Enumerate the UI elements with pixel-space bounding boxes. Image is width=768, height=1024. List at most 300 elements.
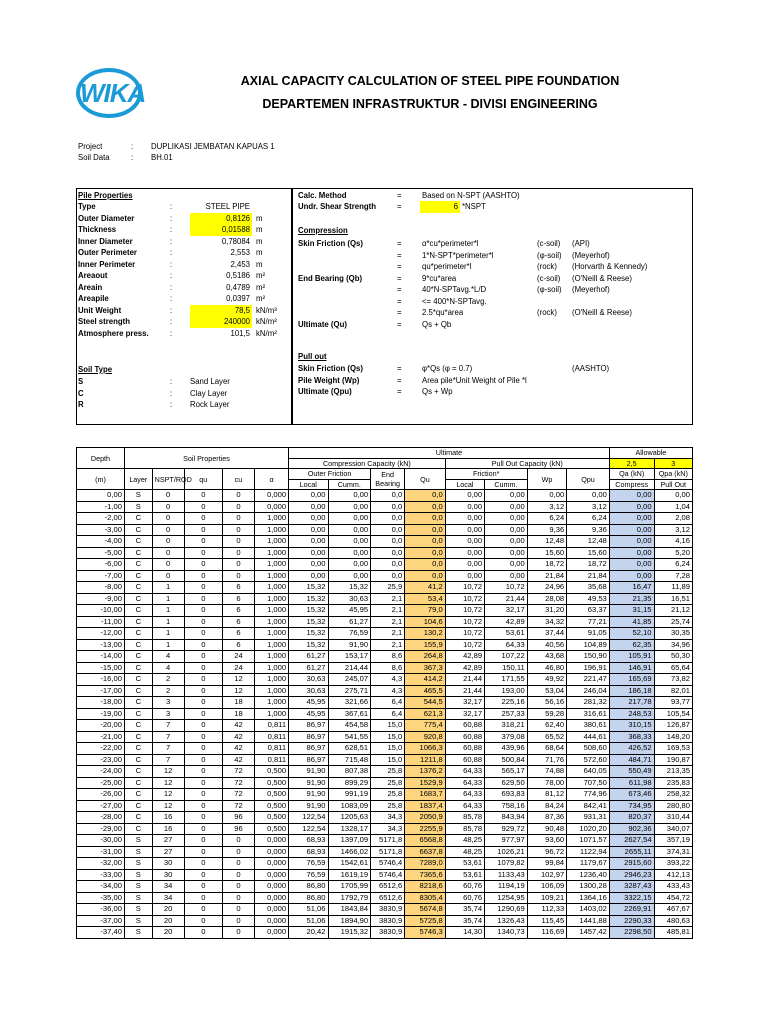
table-cell: 0 xyxy=(184,674,222,686)
table-cell: 0,000 xyxy=(254,892,288,904)
table-cell: 106,09 xyxy=(527,881,566,893)
table-cell: 426,52 xyxy=(609,743,654,755)
table-cell: 20,42 xyxy=(289,927,328,939)
table-cell: 1376,2 xyxy=(405,766,445,778)
table-cell: 1,000 xyxy=(254,593,288,605)
header-allowable: Allowable xyxy=(609,448,692,459)
table-cell: 35,74 xyxy=(445,915,484,927)
pull-formula-label: Ultimate (Qpu) xyxy=(298,387,352,396)
table-cell: 91,90 xyxy=(328,639,371,651)
table-cell: 20 xyxy=(152,904,184,916)
header-qa: Qa (kN) xyxy=(609,469,654,480)
table-cell: S xyxy=(124,490,152,502)
table-cell: 5171,8 xyxy=(371,846,405,858)
table-cell: 9,36 xyxy=(567,524,610,536)
table-cell: -25,00 xyxy=(77,777,125,789)
pile-property-label: Areaout xyxy=(78,271,108,280)
table-cell: 221,47 xyxy=(567,674,610,686)
table-cell: 0,00 xyxy=(328,501,371,513)
table-cell: 715,48 xyxy=(328,754,371,766)
formula-text: 1*N-SPT*perimeter*l xyxy=(422,250,494,260)
table-cell: 0 xyxy=(184,766,222,778)
table-cell: 24,96 xyxy=(527,582,566,594)
table-cell: 65,64 xyxy=(654,662,692,674)
table-cell: 807,38 xyxy=(328,766,371,778)
calc-method-label: Calc. Method xyxy=(298,191,347,200)
header-qu: qu xyxy=(184,469,222,490)
table-cell: 0 xyxy=(222,869,254,881)
header-qpu: Qpu xyxy=(567,469,610,490)
table-cell: 155,9 xyxy=(405,639,445,651)
table-cell: 0,811 xyxy=(254,754,288,766)
table-row xyxy=(77,513,693,525)
shear-strength-value[interactable]: 6 xyxy=(420,201,460,213)
table-cell: 357,19 xyxy=(654,835,692,847)
table-cell: 629,50 xyxy=(485,777,528,789)
table-cell: 693,83 xyxy=(485,789,528,801)
table-cell: 0 xyxy=(184,731,222,743)
table-cell: 86,97 xyxy=(289,731,328,743)
table-cell: 10,72 xyxy=(445,605,484,617)
table-cell: 10,72 xyxy=(485,582,528,594)
pile-property-value[interactable]: 0,8126 xyxy=(190,213,252,225)
table-cell: 2255,9 xyxy=(405,823,445,835)
table-cell: 6 xyxy=(222,605,254,617)
table-cell: 0,00 xyxy=(445,559,484,571)
table-cell: 42,89 xyxy=(445,662,484,674)
table-cell: 72 xyxy=(222,766,254,778)
pile-property-unit: m xyxy=(256,236,263,246)
table-cell: 56,16 xyxy=(527,697,566,709)
table-cell: 2627,54 xyxy=(609,835,654,847)
table-cell: S xyxy=(124,501,152,513)
table-cell: 0 xyxy=(184,501,222,513)
table-cell: S xyxy=(124,892,152,904)
table-cell: 1,000 xyxy=(254,570,288,582)
pile-property-value[interactable]: 78,5 xyxy=(190,305,252,317)
table-cell: 10,72 xyxy=(445,628,484,640)
table-cell: 30 xyxy=(152,869,184,881)
table-cell: 60,88 xyxy=(445,743,484,755)
table-cell: 84,24 xyxy=(527,800,566,812)
table-row xyxy=(77,524,693,536)
table-cell: 64,33 xyxy=(485,639,528,651)
table-cell: 12,48 xyxy=(527,536,566,548)
table-cell: 68,93 xyxy=(289,835,328,847)
table-cell: C xyxy=(124,628,152,640)
table-cell: 153,17 xyxy=(328,651,371,663)
table-cell: 72 xyxy=(222,777,254,789)
table-cell: 0,00 xyxy=(77,490,125,502)
table-cell: 374,31 xyxy=(654,846,692,858)
table-cell: 5746,4 xyxy=(371,869,405,881)
table-cell: 76,59 xyxy=(289,869,328,881)
table-cell: 0,00 xyxy=(654,490,692,502)
table-row xyxy=(77,904,693,916)
table-cell: 24 xyxy=(222,662,254,674)
table-cell: C xyxy=(124,547,152,559)
equals: = xyxy=(397,250,402,260)
pile-property-value: 0,0397 xyxy=(226,294,250,303)
table-cell: 0,00 xyxy=(328,524,371,536)
table-cell: 53,61 xyxy=(445,858,484,870)
colon: : xyxy=(170,388,173,398)
project-value: DUPLIKASI JEMBATAN KAPUAS 1 xyxy=(151,142,275,151)
table-row xyxy=(77,927,693,939)
table-cell: 0,00 xyxy=(445,547,484,559)
table-cell: C xyxy=(124,720,152,732)
table-cell: 0,00 xyxy=(445,513,484,525)
table-cell: 0 xyxy=(222,858,254,870)
table-cell: 0,000 xyxy=(254,869,288,881)
pull-formula-label: Pile Weight (Wp) xyxy=(298,375,360,385)
table-cell: 62,40 xyxy=(527,720,566,732)
table-cell: 16,51 xyxy=(654,593,692,605)
table-cell: 30 xyxy=(152,858,184,870)
table-cell: 1 xyxy=(152,628,184,640)
table-cell: 0 xyxy=(184,605,222,617)
pile-property-label: Outer Diameter xyxy=(78,213,135,223)
table-cell: 0,000 xyxy=(254,881,288,893)
table-cell: 246,04 xyxy=(567,685,610,697)
colon: : xyxy=(170,328,173,338)
table-cell: 0 xyxy=(184,559,222,571)
table-cell: 18 xyxy=(222,708,254,720)
formula-text: 9*cu*area xyxy=(422,273,457,283)
table-cell: 30,35 xyxy=(654,628,692,640)
table-cell: 1194,19 xyxy=(485,881,528,893)
table-cell: 96,72 xyxy=(527,846,566,858)
table-cell: 0 xyxy=(184,881,222,893)
table-cell: 621,3 xyxy=(405,708,445,720)
equals: = xyxy=(397,239,402,248)
table-cell: 86,97 xyxy=(289,754,328,766)
formula-label: End Bearing (Qb) xyxy=(298,273,363,283)
table-cell: 0 xyxy=(184,858,222,870)
table-cell: 53,61 xyxy=(485,628,528,640)
table-cell: 171,55 xyxy=(485,674,528,686)
table-cell: 412,13 xyxy=(654,869,692,881)
table-cell: 0 xyxy=(184,915,222,927)
table-cell: 86,80 xyxy=(289,892,328,904)
table-cell: 10,72 xyxy=(445,582,484,594)
pull-formula-text: Qs + Wp xyxy=(422,387,453,396)
table-cell: C xyxy=(124,616,152,628)
table-cell: 186,18 xyxy=(609,685,654,697)
table-cell: -31,00 xyxy=(77,846,125,858)
table-cell: 107,22 xyxy=(485,651,528,663)
calc-method-value: Based on N-SPT (AASHTO) xyxy=(422,191,520,200)
table-cell: 0,0 xyxy=(405,536,445,548)
table-cell: 2655,11 xyxy=(609,846,654,858)
table-cell: 6 xyxy=(222,582,254,594)
pile-property-value: 2,453 xyxy=(230,259,250,269)
table-cell: 72 xyxy=(222,800,254,812)
table-cell: C xyxy=(124,789,152,801)
table-cell: 96 xyxy=(222,823,254,835)
table-cell: 6,4 xyxy=(371,697,405,709)
formula-reference: (API) xyxy=(572,239,590,248)
table-cell: 37,44 xyxy=(527,628,566,640)
table-cell: 480,63 xyxy=(654,915,692,927)
table-cell: 465,5 xyxy=(405,685,445,697)
table-cell: 74,88 xyxy=(527,766,566,778)
table-cell: 28,08 xyxy=(527,593,566,605)
table-cell: 1205,63 xyxy=(328,812,371,824)
formula-text: α*cu*perimeter*l xyxy=(422,239,479,248)
table-cell: 115,45 xyxy=(527,915,566,927)
table-cell: 1792,79 xyxy=(328,892,371,904)
table-cell: -29,00 xyxy=(77,823,125,835)
table-cell: 707,50 xyxy=(567,777,610,789)
table-cell: 0,00 xyxy=(445,501,484,513)
table-cell: -20,00 xyxy=(77,720,125,732)
table-cell: 1 xyxy=(152,582,184,594)
table-cell: 15,32 xyxy=(289,616,328,628)
table-cell: 0 xyxy=(222,881,254,893)
colon: : xyxy=(131,142,134,151)
table-cell: C xyxy=(124,570,152,582)
table-row xyxy=(77,812,693,824)
table-cell: 25,8 xyxy=(371,800,405,812)
header-m: (m) xyxy=(77,469,125,490)
table-cell: 0,00 xyxy=(609,559,654,571)
table-row xyxy=(77,582,693,594)
table-cell: 0,00 xyxy=(289,490,328,502)
table-cell: 0,00 xyxy=(609,547,654,559)
table-cell: 15,32 xyxy=(289,628,328,640)
table-cell: 1300,28 xyxy=(567,881,610,893)
colon: : xyxy=(170,400,173,409)
table-cell: 0 xyxy=(184,490,222,502)
table-cell: 6 xyxy=(222,593,254,605)
table-cell: 21,44 xyxy=(485,593,528,605)
table-cell: 14,30 xyxy=(445,927,484,939)
table-cell: 225,16 xyxy=(485,697,528,709)
table-cell: 25,9 xyxy=(371,582,405,594)
table-cell: C xyxy=(124,639,152,651)
table-cell: 0,00 xyxy=(485,536,528,548)
table-cell: 0,00 xyxy=(609,490,654,502)
table-cell: 4,3 xyxy=(371,685,405,697)
table-cell: 0 xyxy=(152,524,184,536)
table-cell: 60,88 xyxy=(445,731,484,743)
table-cell: 34 xyxy=(152,892,184,904)
table-cell: C xyxy=(124,743,152,755)
header-compress: Compress xyxy=(609,479,654,490)
table-cell: 86,97 xyxy=(289,720,328,732)
table-cell: 0 xyxy=(184,616,222,628)
table-cell: 7289,0 xyxy=(405,858,445,870)
table-cell: 0 xyxy=(184,720,222,732)
table-cell: 105,54 xyxy=(654,708,692,720)
table-cell: 1122,94 xyxy=(567,846,610,858)
header-cu: cu xyxy=(222,469,254,490)
table-cell: 902,36 xyxy=(609,823,654,835)
table-cell: 85,78 xyxy=(445,823,484,835)
table-cell: 1,000 xyxy=(254,662,288,674)
formula-reference: (Horvarth & Kennedy) xyxy=(572,262,648,271)
pile-property-unit: m xyxy=(256,225,263,234)
table-cell: 68,93 xyxy=(289,846,328,858)
table-cell: 1894,90 xyxy=(328,915,371,927)
table-cell: 0 xyxy=(184,536,222,548)
table-cell: 21,84 xyxy=(567,570,610,582)
table-cell: 0 xyxy=(184,570,222,582)
table-cell: 0,00 xyxy=(328,559,371,571)
table-cell: 1,000 xyxy=(254,708,288,720)
table-cell: 0,0 xyxy=(371,559,405,571)
table-cell: 0,00 xyxy=(289,570,328,582)
table-cell: C xyxy=(124,766,152,778)
pile-property-unit: kN/m² xyxy=(256,317,277,326)
table-cell: C xyxy=(124,812,152,824)
table-cell: 0,000 xyxy=(254,904,288,916)
table-cell: 41,85 xyxy=(609,616,654,628)
table-row xyxy=(77,605,693,617)
table-cell: 42,89 xyxy=(445,651,484,663)
calc-method-panel xyxy=(292,188,693,425)
table-cell: 0,500 xyxy=(254,812,288,824)
colon: : xyxy=(170,202,173,211)
equals: = xyxy=(397,308,402,317)
table-cell: 0,00 xyxy=(445,570,484,582)
table-cell: 2 xyxy=(152,674,184,686)
table-cell: -9,00 xyxy=(77,593,125,605)
table-cell: 30,63 xyxy=(289,674,328,686)
table-cell: 444,61 xyxy=(567,731,610,743)
table-cell: 42 xyxy=(222,743,254,755)
table-cell: 310,15 xyxy=(609,720,654,732)
table-cell: 920,8 xyxy=(405,731,445,743)
table-cell: 0,00 xyxy=(328,570,371,582)
table-cell: C xyxy=(124,754,152,766)
table-cell: 0 xyxy=(152,536,184,548)
table-row xyxy=(77,754,693,766)
formula-label: Skin Friction (Qs) xyxy=(298,239,363,248)
table-cell: C xyxy=(124,513,152,525)
table-row xyxy=(77,915,693,927)
table-row xyxy=(77,501,693,513)
header-end-bearing: End Bearing xyxy=(371,469,405,490)
table-row xyxy=(77,616,693,628)
table-cell: 31,20 xyxy=(527,605,566,617)
table-cell: 0,00 xyxy=(485,570,528,582)
table-cell: C xyxy=(124,536,152,548)
table-cell: 0,0 xyxy=(371,513,405,525)
table-cell: 0 xyxy=(184,547,222,559)
table-cell: 257,33 xyxy=(485,708,528,720)
table-cell: 53,4 xyxy=(405,593,445,605)
table-cell: 109,21 xyxy=(527,892,566,904)
table-cell: -1,00 xyxy=(77,501,125,513)
table-cell: 6568,8 xyxy=(405,835,445,847)
table-row xyxy=(77,869,693,881)
table-cell: 51,06 xyxy=(289,915,328,927)
table-row xyxy=(77,674,693,686)
table-cell: 628,51 xyxy=(328,743,371,755)
table-cell: S xyxy=(124,881,152,893)
formula-text: 2.5*qu*area xyxy=(422,308,464,317)
table-cell: 245,07 xyxy=(328,674,371,686)
safety-factor-compress[interactable]: 2,5 xyxy=(609,458,654,469)
table-cell: 0,0 xyxy=(405,490,445,502)
table-cell: 0,500 xyxy=(254,777,288,789)
pile-property-value[interactable]: 240000 xyxy=(190,316,252,328)
formula-reference: (Meyerhof) xyxy=(572,285,610,294)
table-cell: 379,08 xyxy=(485,731,528,743)
table-cell: 63,37 xyxy=(567,605,610,617)
table-cell: 0,500 xyxy=(254,823,288,835)
header-soil-properties: Soil Properties xyxy=(124,448,288,469)
table-cell: 0 xyxy=(184,582,222,594)
table-cell: 0,0 xyxy=(405,501,445,513)
table-cell: -35,00 xyxy=(77,892,125,904)
table-cell: 15,32 xyxy=(289,582,328,594)
table-row xyxy=(77,490,693,502)
table-cell: -23,00 xyxy=(77,754,125,766)
table-cell: 60,88 xyxy=(445,754,484,766)
table-cell: 34,3 xyxy=(371,823,405,835)
table-cell: 0 xyxy=(152,513,184,525)
colon: : xyxy=(131,153,134,162)
table-cell: 1529,9 xyxy=(405,777,445,789)
table-cell: 6 xyxy=(222,616,254,628)
table-row xyxy=(77,547,693,559)
table-row xyxy=(77,628,693,640)
colon: : xyxy=(170,305,173,315)
table-cell: -37,00 xyxy=(77,915,125,927)
formula-text: Qs + Qb xyxy=(422,319,452,329)
table-cell: 1915,32 xyxy=(328,927,371,939)
table-cell: 6,4 xyxy=(371,708,405,720)
table-cell: 758,16 xyxy=(485,800,528,812)
table-row xyxy=(77,662,693,674)
table-row xyxy=(77,559,693,571)
table-cell: 25,8 xyxy=(371,789,405,801)
table-cell: 64,33 xyxy=(445,789,484,801)
table-row xyxy=(77,789,693,801)
table-cell: 1 xyxy=(152,605,184,617)
table-cell: 1457,42 xyxy=(567,927,610,939)
table-cell: 541,55 xyxy=(328,731,371,743)
table-cell: 91,90 xyxy=(289,789,328,801)
table-cell: 0 xyxy=(184,524,222,536)
table-cell: 0,00 xyxy=(445,524,484,536)
table-cell: 1441,88 xyxy=(567,915,610,927)
table-cell: 1340,73 xyxy=(485,927,528,939)
table-cell: 12 xyxy=(152,766,184,778)
safety-factor-pullout[interactable]: 3 xyxy=(654,458,692,469)
table-cell: 467,67 xyxy=(654,904,692,916)
table-cell: 0 xyxy=(184,651,222,663)
table-cell: 0,00 xyxy=(527,490,566,502)
table-cell: 86,97 xyxy=(289,743,328,755)
table-cell: -27,00 xyxy=(77,800,125,812)
table-cell: 380,61 xyxy=(567,720,610,732)
table-cell: C xyxy=(124,685,152,697)
table-cell: -30,00 xyxy=(77,835,125,847)
formula-condition: (rock) xyxy=(537,308,557,317)
pile-property-value[interactable]: 0,01588 xyxy=(190,224,252,236)
table-cell: 4 xyxy=(152,662,184,674)
table-cell: 1 xyxy=(152,639,184,651)
table-cell: 12 xyxy=(152,800,184,812)
soil-type-code: R xyxy=(78,400,84,409)
table-cell: 217,78 xyxy=(609,697,654,709)
table-cell: C xyxy=(124,674,152,686)
table-cell: 0 xyxy=(184,869,222,881)
